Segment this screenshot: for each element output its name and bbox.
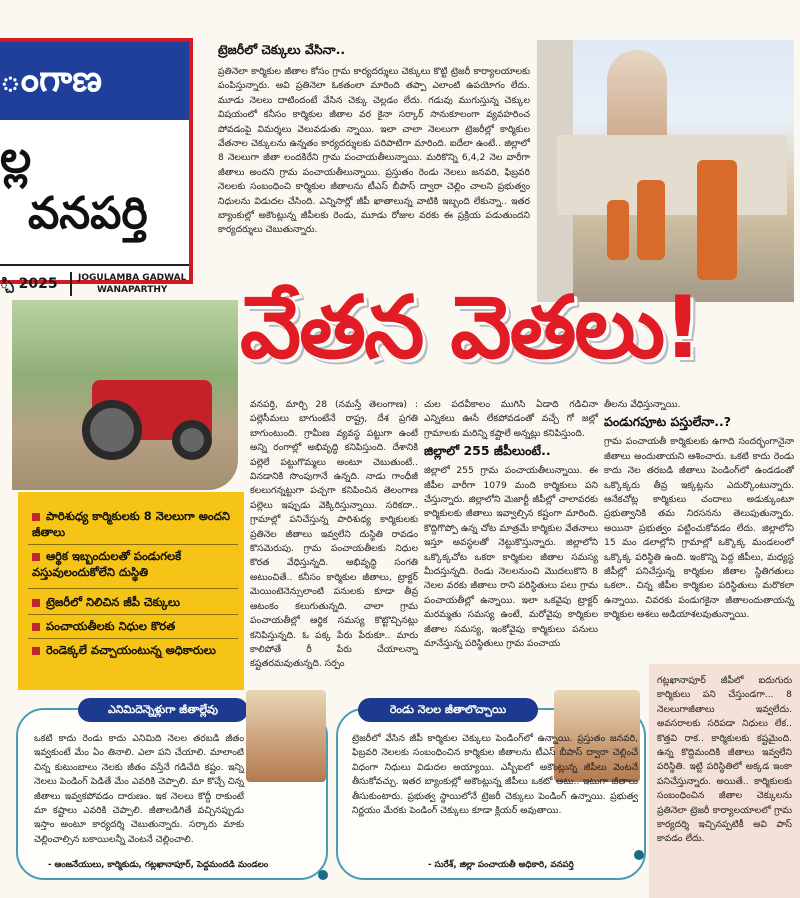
column-3-heading: పండుగపూట పస్తులేనా..? (604, 414, 732, 430)
highlight-item: ఆర్థిక ఇబ్బందులతో పండుగలకే వస్తువులందుకోలేని దుస్థితి (32, 549, 182, 579)
quote-officer-signature: - సురేశ్, జిల్లా పంచాయతీ అధికారి, వనపర్తి (428, 860, 574, 870)
quote-officer-body: ట్రెజరీలో వేసిన జీపీ కార్మికుల చెక్కులు పెండింగ్‌లో ఉన్నాయి. ప్రస్తుతం జనవరి, ఫిబ్రవరి నెలలకు సంబంధించిన కార్మికుల జీతాలను టీఎస్ బీపాస్ ద్వారా చెల్లించే విధంగా నిధులు విడుదల అయ్యాయి. ఎస్బీఐలో అకౌంట్లున్న జీపీలు వెంటనే తీసుకోవచ్చు. ఇతర బ్యాంకుల్లో అకౌంట్లున్న జీపీలు ఒకటో అటు.. ఇటుగా జీతాలు తీసుకుంటారు. ప్రభుత్వ స్థాయిలోనే ట్రెజరీ చెక్కులు పెండింగ్ ఉన్నాయి. ప్రభుత్వ నిర్ణయం మేరకు పెండింగ్ చెక్కులు కూడా క్లియర్ అవుతాయి. (352, 733, 638, 817)
masthead-state: ంగాణ (0, 58, 102, 100)
column-3-body: గ్రామ పంచాయతీ కార్మికులకు ఉగాది సందర్భంగానైనా జీతాలు అందుతాయని ఆశించారు. ఒకటి కాదు రెండు కాదు నెల తరబడి జీతాలు పెండింగ్‌లో ఉండడంతో ఒక్కొక్కరు తీవ్ర ఇక్కట్లను ఎదుర్కొంటున్నారు. ఆనేకచోట్ల కార్మికులు చందాలు అడుక్కుంటూ ప్రభుత్వానికి తమ నిరసనను తెలుపుతున్నారు. అయినా ప్రభుత్వం పట్టించుకోవడం లేదు. జిల్లాలోని 15 మం డలాల్లోని గ్రామాల్లో ఒక్కొక్క మండలంలో ఒక్కొక్క పరిస్థితి ఉంది. ఇంకొన్ని పెద్ద జీపీలు, మధ్యస్థ జీపీల్లో పనిచేస్తున్న కార్మికుల జీతాల స్థితిగతులు ఒకలా.. చిన్న జీపీల కార్మికుల పరిస్థితులు మరొకలా ఉన్నాయి. చివరకు పండుగకైనా జీతాలందుతాయన్న కార్మికుల ఆశలు అడియాశలవుతున్నాయి. (604, 436, 794, 621)
photo-temple-wall (557, 135, 787, 215)
quote-dot (634, 850, 644, 860)
masthead-line2: వనపర్తి (28, 188, 148, 239)
highlight-item: ట్రెజరీలో నిలిచిన జీపీ చెక్కులు (32, 594, 232, 610)
article-column-1: వనపర్తి, మార్చి 28 (నమస్తే తెలంగాణ) : పల్లెసీమలు బాగుంటేనే రాష్ట్ర, దేశ ప్రగతి బాగుంటుంది. గ్రామీణ వ్యవస్థ పట్టుగా ఉంటే అన్ని రంగాల్లో అభివృద్ధి కనిపిస్తుంది. దేశానికి పల్లెలే పట్టుగొమ్మలు అంటూ చెబుతుంటే.. వినడానికి సొంపుగానే ఉన్నది. నాడు గాంధీజీ కలలుగన్నట్టుగా పచ్చగా కనిపించిన తెలంగాణ పల్లెలు ఇప్పుడు వెక్కిరిస్తున్నాయి. సరికదా.. గ్రామాల్లో పనిచేస్తున్న పారిశుధ్య కార్మికులకు ప్రతినెల జీతాలు ఇవ్వలేని దుస్థితి రావడం కొసమెరుపు. గ్రామ పంచాయతీలకు నిధుల కొరత వేధిస్తున్నది. అభివృద్ధి సంగతి అటుంచితే.. కనీసం కార్మికుల జీతాలు, ట్రాక్టర్ మెయింటెనెన్సులాంటి పనులకు కూడా తీవ్ర ఆటంకం కలుగుతున్నది. చాలా గ్రామ పంచాయతీల్లో ఆర్థిక సమస్య కొట్టొచ్చినట్లు కనిపిస్తున్నది. ఓ పక్క పేరు పేరుకూ.. మారు కాలిపోతే రీ పేరు చేయాలన్నా కష్టతరమవుతున్నది. సర్పం (250, 399, 418, 670)
column-2-body: జిల్లాలో 255 గ్రామ పంచాయతీలున్నాయి. ఈ జీపీల వారీగా 1079 మంది కార్మికులు పని చేస్తున్నారు. జిల్లాలోని మెజార్టీ జీపీల్లో చాలావరకు కార్మికులకు జీతాలు ఇవ్వాల్సిన కష్టంగా మారింది. కొద్దిగొప్పో ఉన్న చోట మాత్రమే కార్మికుల వేతనాలు ఇస్తూ అవస్థలతో నెట్టుకొస్తున్నారు. జిల్లాలోని ఒక్కొక్కచోట ఒకరా కార్మికుల జీతాల సమస్య మీదస్తున్నది. రెండు నెలలనుంచి మొదలుకొని 8 నెలల వరకు జీతాలు రాని పరిస్థితులు పలు గ్రామ పంచాయతీల్లో ఉన్నాయి. ఇలా ఒకవైపు ట్రాక్టర్ మరమ్మతు సమస్య ఉంటే, మరోవైపు కార్మికుల జీతాల సమస్య, ఇంకోవైపు కార్మికులు పనులు మానేస్తున్న పరిస్థితులు గ్రామ పంచాయ (424, 465, 598, 650)
masthead-place: JOGULAMBA GADWAL WANAPARTHY (70, 272, 186, 296)
photo-tractor-wheel (172, 420, 212, 460)
masthead-banner (0, 42, 189, 120)
side-note-box (649, 664, 800, 898)
quote-worker-tab: ఎనిమిదెన్నెళ్లుగా జీతాల్లేవు (78, 698, 248, 722)
photo-tractor-wheel (82, 400, 142, 460)
photo-worker (637, 180, 665, 260)
highlight-item: పారిశుధ్య కార్మికులకు 8 నెలలుగా అందని జీతాలు (32, 509, 230, 539)
side-note-text: గట్లఖానాపూర్ జీపీలో ఐదుగురు కార్మికులు పని చేస్తుండగా... 8 నెలలుగాజీతాలు ఇవ్వలేదు. అవసరాలకు సరిపడా నిధులు లేక.. కొత్తవి రాక.. కార్మికులకు కష్టమైంది. ఉన్న కొద్దిమందికి జీతాలు ఇవ్వలేని పరిస్థితి. ఇట్టి పరిస్థితిలో అక్కడ ఇంకా పనిచేస్తున్నారు. అయితే.. కార్మికులకు సంబంధించిన జీతాల చెక్కులను ప్రతినెలా ట్రెజరీ కార్యాలయాలలో గ్రామ కార్యదర్శి ఇచ్చినప్పటికీ అవి పాస్ కావడం లేదు. (657, 675, 792, 845)
top-story-heading: ట్రెజరీలో చెక్కులు వేసినా.. (218, 42, 346, 57)
quote-box-worker (16, 703, 328, 880)
sanitation-workers-photo (537, 40, 794, 302)
main-headline: వేతన వెతలు! (240, 278, 701, 378)
column-3-lead: తీలను వేధిస్తున్నాయి. (604, 399, 681, 410)
column-2-lead: చుల పదవీకాలం ముగిసి ఏడాది గడిచినా ఎన్నికలు ఊసే లేకపోవడంతో వచ్చే గో జల్లో గ్రామాలకు మరిన్ని కష్టాలే అన్నట్లు కనిపిస్తుంది. (424, 399, 598, 439)
masthead-divider (0, 264, 189, 266)
highlight-item: పంచాయతీలకు నిధుల కొరత (32, 618, 232, 634)
worker-portrait (246, 690, 326, 782)
article-column-2 (424, 398, 598, 662)
masthead (0, 38, 193, 295)
quote-worker-body: ఒకటి కాదు రెండు కాదు ఎనిమిది నెలల తరబడి జీతం ఇవ్వకుంటే మేం ఏం తినాలి. ఎలా పని చేయాలి. మాలాంటి చిన్న కుటుంబాలు నెలకు జీతం వస్తేనే గడిచేది కష్టం. ఇన్ని నెలలు పెండింగ్ పెడితే మేం ఎవరికి చెప్పాలి. మా కొచ్చే చిన్న జీతాలు ఇవ్వకపోవడం దారుణం. ఇక నెలలు కొద్దీ రాకుంటే మా కష్టాలు ఎవరికి చెప్పాలి. జీతాలడిగితే వచ్చినప్పుడు ఇస్తాం అంటూ కార్యదర్శి చెబుతున్నారు. సర్కారు మాకు చెల్లించాల్సిన బకాయిలన్నీ వెంటనే చెల్లించాలి. (34, 733, 244, 845)
photo-worker (607, 200, 629, 260)
masthead-date: ్చి 2025 (0, 276, 58, 292)
photo-worker (697, 160, 737, 280)
masthead-line1: ల్ల (0, 132, 32, 183)
column-2-heading: జిల్లాలో 255 జీపీలుంటే.. (424, 443, 551, 459)
top-story (218, 42, 530, 282)
highlight-item: రెండెక్కలే వచ్చాయంటున్న అధికారులు (32, 642, 232, 658)
quote-worker-signature: - ఆంజనేయులు, కార్మికుడు, గట్లఖానాపూర్, పెద్దమందడి మండలం (48, 860, 269, 870)
quote-dot (318, 870, 328, 880)
top-story-body: ప్రతినెలా కార్మికుల జీతాల కోసం గ్రామ కార్యదర్శులు చెక్కులు కొట్టి ట్రెజరీ కార్యాలయాలకు పంపిస్తున్నారు. అవి ప్రతినెలా ఓకతంలా మారింది తప్పా ఎలాంటి ఉపయోగం లేదు. మూడు నెలలు దాటిందంటే వేసిన చెక్కు చెల్లడం లేదు. గడువు ముగుస్తున్న చెక్కుల విషయంలో కనీసం కార్మికుల జీతాల వర కైనా సర్కార్ సానుకూలంగా వ్యవహరించ పోవడంపై విమర్శలు వెలువడుతు న్నాయి. ఇలా చాలా నెలలుగా ట్రెజరీల్లో కార్మికుల వేతనాల చెక్కులను ఉన్నతం కార్యదర్శులకు పరిపాటిగా మారింది. ఐదేలా ఉంటే.. జిల్లాలో 8 నెలలుగా జీతా లందకిరేని గ్రామ పంచాయతీలున్నాయి. మరికొన్ని 6,4,2 నెల వారీగా జీతాలు అందని గ్రామ పంచాయతీలున్నాయి. ప్రస్తుతం రెండు నెలలు జనవరి, ఫిబ్రవరి నెలలకు సంబంధించి కార్మికుల జీతాలను టీఎస్ బీపాస్ ద్వారా చెల్లిం చాలని ప్రభుత్వం నిధులను విడుదల చేసింది. ఎన్నిసార్లో జీపీ ఖాతాలున్న వాటికి ఇబ్బంది లేకున్నా.. ఇతర బ్యాంకుల్లో అకౌంట్లున్న జీపీలకు రెండు, మూడు రోజుల వరకు ఈ ప్రక్రియ పడుతుందని కార్యదర్శులు చెబుతున్నారు. (218, 66, 530, 236)
tractor-photo (12, 300, 238, 490)
quote-officer-tab: రెండు నెలల జీతాలొచ్చాయి (358, 698, 538, 722)
quote-box-officer (336, 703, 646, 880)
highlights-box (18, 492, 244, 690)
article-column-3 (604, 398, 794, 662)
